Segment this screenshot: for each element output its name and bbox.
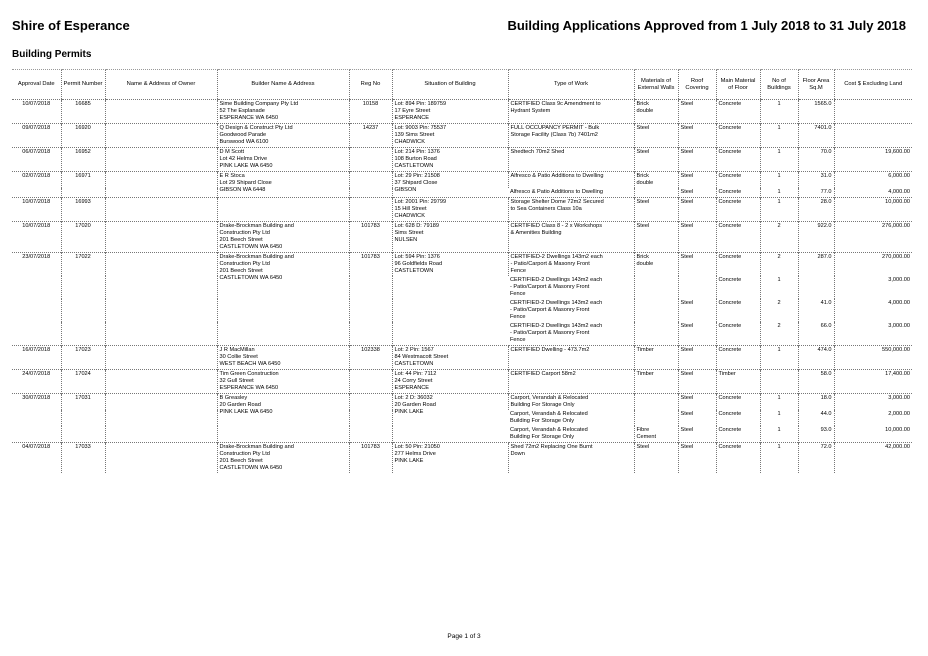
table-row — [12, 124, 912, 148]
cell-builder: Drake-Brockman Building and Construction Pty Ltd 201 Beech Street CASTLETOWN WA 6450 — [217, 443, 349, 474]
cell-floor-area: 18.0 — [798, 394, 834, 411]
cell-cost: 10,000.00 — [834, 198, 912, 222]
cell-cost: 42,000.00 — [834, 443, 912, 474]
cell-no-buildings: 1 — [760, 276, 798, 299]
cell-floor-area: 93.0 — [798, 426, 834, 443]
section-title: Building Permits — [12, 49, 92, 60]
cell-type-of-work: CERTIFIED-2 Dwellings 143m2 each - Patio/Carport & Masonry Front Fence — [510, 323, 603, 343]
cell-permit-number: 16952 — [61, 148, 105, 172]
cell-builder: Tim Green Construction 32 Gull Street ESPERANCE WA 6450 — [217, 370, 349, 394]
cell-floor-material: Concrete — [716, 410, 760, 426]
cell-external-walls — [634, 188, 678, 198]
cell-floor-area — [798, 276, 834, 299]
cell-floor-material: Concrete — [716, 276, 760, 299]
cell-external-walls — [634, 410, 678, 426]
cell-builder: Sime Building Company Pty Ltd 52 The Esplanade ESPERANCE WA 6450 — [217, 100, 349, 124]
cell-builder: E R Stoca Lot 29 Shipard Close GIBSON WA 6448 — [217, 172, 349, 198]
cell-type-of-work: Carport, Verandah & Relocated Building For Storage Only — [510, 411, 588, 424]
cell-builder: D M Scott Lot 42 Helms Drive PINK LAKE WA 6450 — [217, 148, 349, 172]
cell-floor-area: 58.0 — [798, 370, 834, 394]
cell-no-buildings: 1 — [760, 198, 798, 222]
cell-floor-area: 287.0 — [798, 253, 834, 277]
cell-cost: 276,000.00 — [834, 222, 912, 253]
cell-type-of-work: Alfresco & Patio Additions to Dwelling — [508, 172, 634, 189]
cell-roof-covering: Steel — [678, 299, 716, 322]
cell-roof-covering: Steel — [678, 148, 716, 172]
cell-permit-number: 17023 — [61, 346, 105, 370]
col-permit-number: Permit Number — [61, 70, 105, 100]
cell-cost: 270,000.00 — [834, 253, 912, 277]
cell-no-buildings: 1 — [760, 100, 798, 124]
cell-reg-no — [349, 148, 392, 172]
cell-reg-no: 102338 — [349, 346, 392, 370]
cell-owner — [105, 346, 217, 370]
cell-owner — [105, 222, 217, 253]
cell-external-walls: Steel — [634, 443, 678, 474]
cell-floor-area: 28.0 — [798, 198, 834, 222]
cell-floor-area: 77.0 — [798, 188, 834, 198]
table-row — [12, 443, 912, 474]
col-no-buildings: No of Buildings — [760, 70, 798, 100]
cell-floor-material: Concrete — [716, 394, 760, 411]
cell-cost: 4,000.00 — [834, 188, 912, 198]
cell-floor-material: Concrete — [716, 100, 760, 124]
cell-floor-material: Concrete — [716, 188, 760, 198]
cell-roof-covering: Steel — [678, 124, 716, 148]
cell-builder: Drake-Brockman Building and Construction Pty Ltd 201 Beech Street CASTLETOWN WA 6450 — [217, 253, 349, 346]
cell-approval-date: 24/07/2018 — [12, 370, 61, 394]
cell-external-walls: Brick double — [634, 253, 678, 277]
cell-floor-material: Timber — [716, 370, 760, 394]
cell-external-walls: Brick double — [634, 100, 678, 124]
cell-owner — [105, 124, 217, 148]
cell-permit-number: 16685 — [61, 100, 105, 124]
cell-cost: 3,000.00 — [834, 322, 912, 346]
cell-no-buildings: 1 — [760, 410, 798, 426]
cell-external-walls — [634, 299, 678, 322]
cell-no-buildings: 2 — [760, 299, 798, 322]
cell-situation: Lot: 2 D: 36032 20 Garden Road PINK LAKE — [392, 394, 508, 443]
cell-floor-material: Concrete — [716, 426, 760, 443]
cell-no-buildings: 1 — [760, 148, 798, 172]
cell-approval-date: 06/07/2018 — [12, 148, 61, 172]
col-reg-no: Reg No — [349, 70, 392, 100]
cell-reg-no: 101783 — [349, 222, 392, 253]
cell-cost: 3,000.00 — [834, 276, 912, 299]
cell-situation: Lot: 628 D: 79189 Sims Street NULSEN — [392, 222, 508, 253]
cell-floor-area: 70.0 — [798, 148, 834, 172]
cell-owner — [105, 253, 217, 346]
cell-type-of-work: CERTIFIED-2 Dwellings 143m2 each - Patio/Carport & Masonry Front Fence — [510, 300, 603, 320]
col-builder: Builder Name & Address — [217, 70, 349, 100]
cell-floor-material: Concrete — [716, 299, 760, 322]
cell-permit-number: 17020 — [61, 222, 105, 253]
cell-roof-covering — [678, 276, 716, 299]
cell-type-of-work: CERTIFIED Class 9c Amendment to Hydrant System — [508, 100, 634, 124]
cell-approval-date: 10/07/2018 — [12, 198, 61, 222]
cell-type-of-work: Storage Shelter Dome 72m2 Secured to Sea Containers Class 10a — [508, 198, 634, 222]
cell-owner — [105, 394, 217, 443]
cell-owner — [105, 443, 217, 474]
cell-roof-covering: Steel — [678, 253, 716, 277]
permits-table — [12, 69, 912, 473]
cell-floor-material: Concrete — [716, 346, 760, 370]
cell-external-walls: Steel — [634, 222, 678, 253]
cell-floor-area: 922.0 — [798, 222, 834, 253]
cell-owner — [105, 370, 217, 394]
cell-permit-number: 17022 — [61, 253, 105, 346]
col-floor-area: Floor Area Sq.M — [798, 70, 834, 100]
cell-builder: J R MacMillan 30 Collie Street WEST BEACH WA 6450 — [217, 346, 349, 370]
table-body — [12, 100, 912, 474]
cell-permit-number: 16993 — [61, 198, 105, 222]
cell-roof-covering: Steel — [678, 346, 716, 370]
col-situation: Situation of Building — [392, 70, 508, 100]
cell-external-walls: Brick double — [634, 172, 678, 189]
cell-owner — [105, 172, 217, 198]
table-row — [12, 222, 912, 253]
cell-roof-covering: Steel — [678, 426, 716, 443]
cell-floor-area: 474.0 — [798, 346, 834, 370]
cell-approval-date: 23/07/2018 — [12, 253, 61, 346]
cell-floor-material: Concrete — [716, 172, 760, 189]
cell-type-of-work: CERTIFIED-2 Dwellings 143m2 each - Patio/Carport & Masonry Front Fence — [510, 277, 603, 297]
cell-floor-area: 44.0 — [798, 410, 834, 426]
cell-situation: Lot: 214 Pin: 1376 108 Burton Road CASTLETOWN — [392, 148, 508, 172]
cell-roof-covering: Steel — [678, 410, 716, 426]
cell-situation: Lot: 9003 Pin: 75537 139 Sims Street CHADWICK — [392, 124, 508, 148]
page-number: Page 1 of 3 — [447, 633, 481, 640]
cell-external-walls: Timber — [634, 370, 678, 394]
cell-permit-number: 17033 — [61, 443, 105, 474]
cell-roof-covering: Steel — [678, 198, 716, 222]
cell-type-of-work: Carport, Verandah & Relocated Building For Storage Only — [508, 394, 634, 411]
cell-type-of-work: FULL OCCUPANCY PERMIT - Bulk Storage Facility (Class 7b) 7401m2 — [508, 124, 634, 148]
cell-no-buildings: 1 — [760, 426, 798, 443]
table-row — [12, 172, 912, 189]
cell-external-walls: Steel — [634, 124, 678, 148]
cell-floor-area: 66.0 — [798, 322, 834, 346]
cell-external-walls: Steel — [634, 198, 678, 222]
cell-type-of-work: Shedtech 70m2 Shed — [508, 148, 634, 172]
cell-reg-no — [349, 370, 392, 394]
cell-no-buildings: 2 — [760, 253, 798, 277]
cell-no-buildings: 2 — [760, 322, 798, 346]
cell-cost: 19,600.00 — [834, 148, 912, 172]
cell-reg-no: 101783 — [349, 253, 392, 346]
col-cost: Cost $ Excluding Land — [834, 70, 912, 100]
cell-floor-area: 7401.0 — [798, 124, 834, 148]
cell-builder: Q Design & Construct Pty Ltd Goodwood Parade Burswood WA 6100 — [217, 124, 349, 148]
cell-builder: B Greasley 20 Garden Road PINK LAKE WA 6450 — [217, 394, 349, 443]
cell-situation: Lot: 44 Pin: 7112 24 Corry Street ESPERANCE — [392, 370, 508, 394]
cell-no-buildings: 1 — [760, 443, 798, 474]
cell-reg-no — [349, 198, 392, 222]
cell-type-of-work: CERTIFIED Class 8 - 2 x Workshops & Amenities Building — [508, 222, 634, 253]
cell-owner — [105, 198, 217, 222]
cell-roof-covering: Steel — [678, 370, 716, 394]
cell-situation: Lot: 50 Pin: 21050 277 Helms Drive PINK LAKE — [392, 443, 508, 474]
cell-reg-no — [349, 394, 392, 443]
cell-floor-material: Concrete — [716, 253, 760, 277]
cell-cost: 3,000.00 — [834, 394, 912, 411]
cell-floor-material: Concrete — [716, 124, 760, 148]
table-row — [12, 394, 912, 411]
cell-floor-material: Concrete — [716, 222, 760, 253]
cell-external-walls: Fibre Cement — [634, 426, 678, 443]
cell-cost: 2,000.00 — [834, 410, 912, 426]
cell-external-walls: Steel — [634, 148, 678, 172]
cell-builder — [217, 198, 349, 222]
table-row — [12, 198, 912, 222]
cell-cost: 6,000.00 — [834, 172, 912, 189]
cell-owner — [105, 100, 217, 124]
table-row — [12, 346, 912, 370]
table-row — [12, 148, 912, 172]
cell-floor-material: Concrete — [716, 198, 760, 222]
cell-no-buildings: 1 — [760, 346, 798, 370]
cell-floor-area: 31.0 — [798, 172, 834, 189]
cell-external-walls — [634, 322, 678, 346]
col-owner: Name & Address of Owner — [105, 70, 217, 100]
cell-approval-date: 09/07/2018 — [12, 124, 61, 148]
cell-roof-covering: Steel — [678, 172, 716, 189]
cell-situation: Lot: 2001 Pin: 29799 15 Hill Street CHADWICK — [392, 198, 508, 222]
header-row — [12, 70, 912, 100]
cell-owner — [105, 148, 217, 172]
table-row — [12, 253, 912, 277]
cell-roof-covering: Steel — [678, 443, 716, 474]
cell-cost: 550,000.00 — [834, 346, 912, 370]
cell-reg-no: 10158 — [349, 100, 392, 124]
table-row — [12, 100, 912, 124]
cell-type-of-work: Carport, Verandah & Relocated Building For Storage Only — [510, 427, 588, 440]
cell-floor-material: Concrete — [716, 322, 760, 346]
cell-situation: Lot: 2 Pin: 1567 84 Westmacott Street CASTLETOWN — [392, 346, 508, 370]
cell-floor-material: Concrete — [716, 148, 760, 172]
cell-reg-no — [349, 172, 392, 198]
cell-no-buildings — [760, 370, 798, 394]
cell-roof-covering: Steel — [678, 188, 716, 198]
cell-cost — [834, 100, 912, 124]
cell-no-buildings: 1 — [760, 394, 798, 411]
cell-approval-date: 10/07/2018 — [12, 222, 61, 253]
cell-approval-date: 10/07/2018 — [12, 100, 61, 124]
cell-external-walls — [634, 394, 678, 411]
cell-roof-covering: Steel — [678, 222, 716, 253]
cell-reg-no: 101783 — [349, 443, 392, 474]
cell-type-of-work: CERTIFIED Dwelling - 473.7m2 — [508, 346, 634, 370]
col-type-of-work: Type of Work — [508, 70, 634, 100]
cell-floor-material: Concrete — [716, 443, 760, 474]
col-floor-material: Main Material of Floor — [716, 70, 760, 100]
cell-type-of-work: Alfresco & Patio Additions to Dwelling — [510, 189, 603, 195]
col-roof-covering: Roof Covering — [678, 70, 716, 100]
cell-floor-area: 1565.0 — [798, 100, 834, 124]
cell-roof-covering: Steel — [678, 394, 716, 411]
cell-situation: Lot: 894 Pin: 189759 17 Eyre Street ESPERANCE — [392, 100, 508, 124]
cell-external-walls — [634, 276, 678, 299]
cell-roof-covering: Steel — [678, 322, 716, 346]
cell-permit-number: 16971 — [61, 172, 105, 198]
cell-cost — [834, 124, 912, 148]
cell-situation: Lot: 594 Pin: 1376 96 Goldfields Road CASTLETOWN — [392, 253, 508, 346]
cell-builder: Drake-Brockman Building and Construction Pty Ltd 201 Beech Street CASTLETOWN WA 6450 — [217, 222, 349, 253]
cell-cost: 17,400.00 — [834, 370, 912, 394]
cell-cost: 4,000.00 — [834, 299, 912, 322]
cell-cost: 10,000.00 — [834, 426, 912, 443]
cell-no-buildings: 2 — [760, 222, 798, 253]
cell-no-buildings: 1 — [760, 172, 798, 189]
col-approval-date: Approval Date — [12, 70, 61, 100]
cell-reg-no: 14237 — [349, 124, 392, 148]
cell-permit-number: 17024 — [61, 370, 105, 394]
cell-situation: Lot: 29 Pin: 21508 37 Shipard Close GIBSON — [392, 172, 508, 198]
cell-external-walls: Timber — [634, 346, 678, 370]
cell-no-buildings: 1 — [760, 188, 798, 198]
cell-type-of-work: CERTIFIED Carport 58m2 — [508, 370, 634, 394]
cell-floor-area: 41.0 — [798, 299, 834, 322]
cell-type-of-work: CERTIFIED-2 Dwellings 143m2 each - Patio/Carport & Masonry Front Fence — [508, 253, 634, 277]
col-external-walls: Materials of External Walls — [634, 70, 678, 100]
shire-name: Shire of Esperance — [12, 18, 130, 33]
cell-no-buildings: 1 — [760, 124, 798, 148]
cell-floor-area: 72.0 — [798, 443, 834, 474]
cell-roof-covering: Steel — [678, 100, 716, 124]
report-title: Building Applications Approved from 1 July 2018 to 31 July 2018 — [507, 18, 906, 33]
cell-approval-date: 30/07/2018 — [12, 394, 61, 443]
cell-permit-number: 16920 — [61, 124, 105, 148]
cell-permit-number: 17031 — [61, 394, 105, 443]
cell-approval-date: 02/07/2018 — [12, 172, 61, 198]
cell-type-of-work: Shed 72m2 Replacing One Burnt Down — [508, 443, 634, 474]
table-row — [12, 370, 912, 394]
cell-approval-date: 16/07/2018 — [12, 346, 61, 370]
cell-approval-date: 04/07/2018 — [12, 443, 61, 474]
